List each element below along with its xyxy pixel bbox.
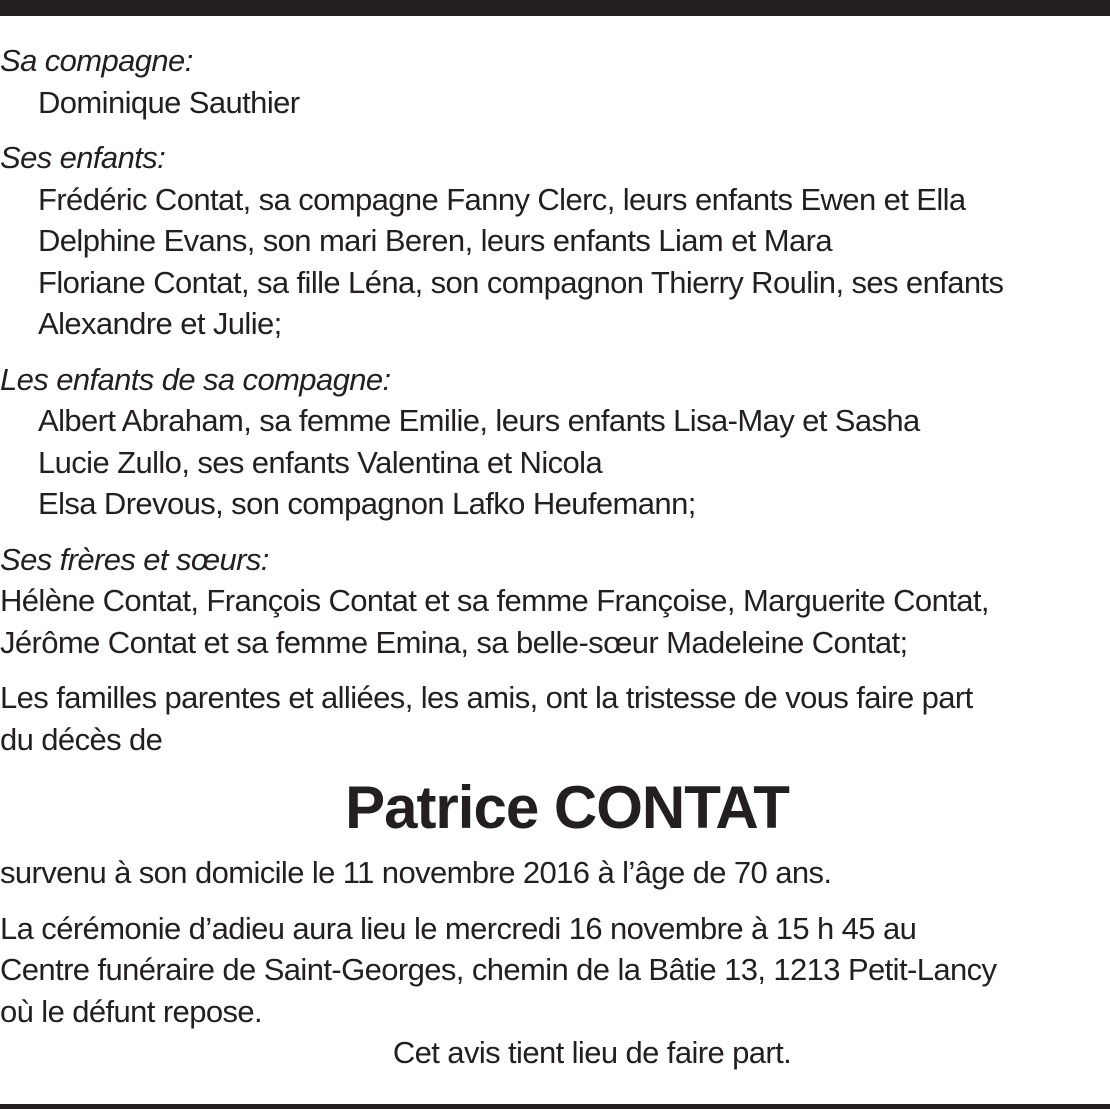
companion-line: Dominique Sauthier bbox=[38, 84, 300, 120]
top-rule bbox=[0, 0, 1110, 16]
companion-heading: Sa compagne: bbox=[0, 43, 193, 78]
obituary-notice bbox=[0, 40, 1104, 1074]
partner-children-line: Lucie Zullo, ses enfants Valentina et Nicola bbox=[38, 444, 603, 480]
children-heading: Ses enfants: bbox=[0, 140, 166, 175]
ceremony-line: où le défunt repose. bbox=[0, 993, 263, 1029]
announcement-line: du décès de bbox=[0, 721, 163, 757]
announcement-line: Les familles parentes et alliées, les amis, ont la tristesse de vous faire part bbox=[0, 680, 973, 715]
announcement-paragraph bbox=[0, 677, 1104, 760]
deceased-name: Patrice CONTAT bbox=[345, 774, 789, 841]
siblings-line: Hélène Contat, François Contat et sa femme Françoise, Marguerite Contat, bbox=[0, 583, 989, 618]
partner-children-line: Albert Abraham, sa femme Emilie, leurs enfants Lisa-May et Sasha bbox=[38, 403, 920, 438]
closing-note: Cet avis tient lieu de faire part. bbox=[392, 1035, 792, 1070]
siblings-list bbox=[0, 580, 1104, 663]
siblings-heading: Ses frères et sœurs: bbox=[0, 541, 269, 577]
children-line: Delphine Evans, son mari Beren, leurs enfants Liam et Mara bbox=[38, 223, 832, 258]
partner-children-section bbox=[0, 359, 1104, 525]
children-line: Frédéric Contat, sa compagne Fanny Clerc, leurs enfants Ewen et Ella bbox=[38, 181, 966, 217]
children-line: Floriane Contat, sa fille Léna, son compagnon Thierry Roulin, ses enfants bbox=[38, 264, 1004, 300]
ceremony-line: Centre funéraire de Saint-Georges, chemin de la Bâtie 13, 1213 Petit-Lancy bbox=[0, 952, 997, 987]
death-info: survenu à son domicile le 11 novembre 2016 à l’âge de 70 ans. bbox=[0, 855, 832, 890]
bottom-rule bbox=[0, 1104, 1110, 1109]
ceremony-paragraph bbox=[0, 908, 1104, 1033]
children-section bbox=[0, 137, 1104, 345]
siblings-line: Jérôme Contat et sa femme Emina, sa belle-sœur Madeleine Contat; bbox=[0, 624, 908, 660]
ceremony-line: La cérémonie d’adieu aura lieu le mercredi 16 novembre à 15 h 45 au bbox=[0, 910, 917, 946]
partner-children-line: Elsa Drevous, son compagnon Lafko Heufemann; bbox=[38, 486, 696, 521]
children-list bbox=[0, 179, 1104, 345]
partner-children-heading: Les enfants de sa compagne: bbox=[0, 361, 391, 397]
partner-children-list bbox=[0, 400, 1104, 525]
companion-section bbox=[0, 40, 1104, 123]
children-line: Alexandre et Julie; bbox=[38, 306, 282, 341]
companion-list bbox=[0, 82, 1104, 124]
siblings-section bbox=[0, 539, 1104, 664]
